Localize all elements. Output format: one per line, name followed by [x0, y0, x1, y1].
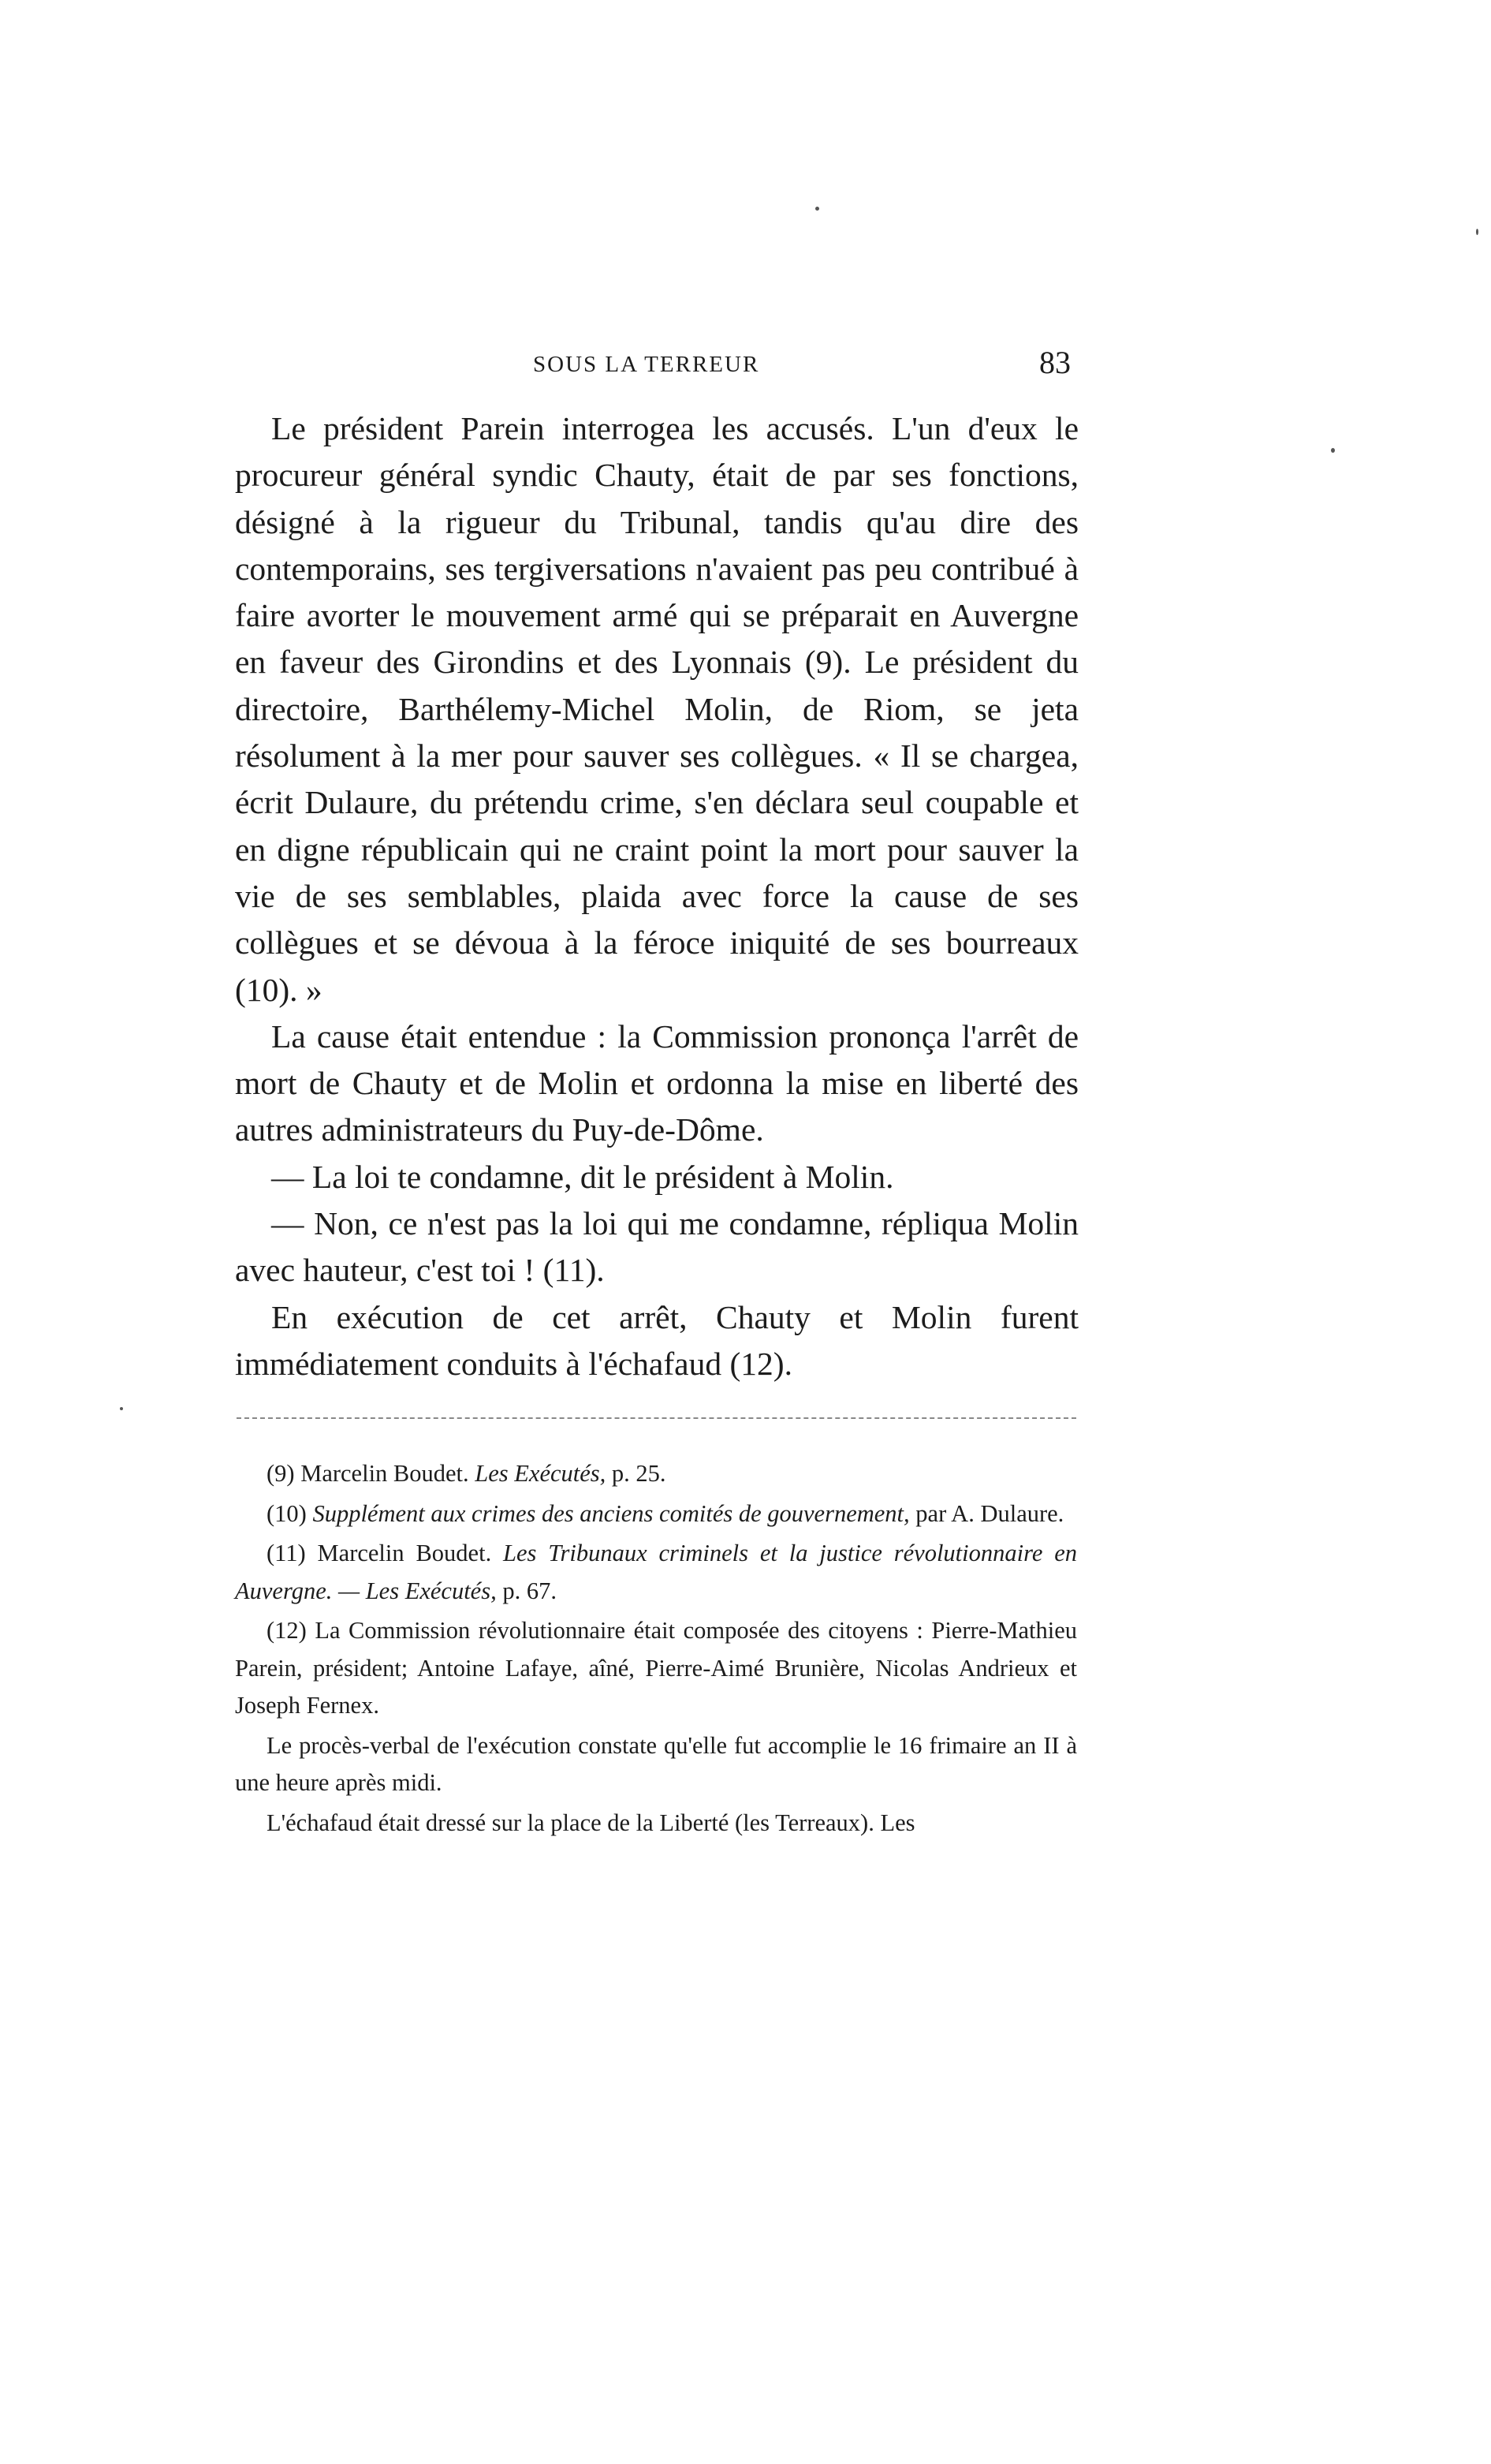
scan-speck: [120, 1407, 123, 1410]
paragraph: Le président Parein interrogea les accusés. L'un d'eux le procureur général syndic Chauty, était de par ses fonctions, désigné à la rigueur du Tribunal, tandis qu'au dire des contemporains, ses tergiversations n'avaient pas peu contribué à faire avorter le mouvement armé qui se préparait en Auvergne en faveur des Girondins et des Lyonnais (9). Le président du directoire, Barthélemy-Michel Molin, de Riom, se jeta résolument à la mer pour sauver ses collègues. « Il se chargea, écrit Dulaure, du prétendu crime, s'en déclara seul coupable et en digne républicain qui ne craint point la mort pour sauver la vie de ses semblables, plaida avec force la cause de ses collègues et se dévoua à la féroce iniquité de ses bourreaux (10). »: [235, 410, 1079, 1008]
footnote-9: [235, 1455, 1077, 1493]
dialogue-line: — Non, ce n'est pas la loi qui me condamne, répliqua Molin avec hauteur, c'est toi ! (11).: [235, 1205, 1079, 1289]
footnote-author: par A. Dulaure.: [915, 1499, 1064, 1527]
footnote-separator: [237, 1417, 1076, 1419]
footnote-11: [235, 1535, 1077, 1610]
footnote-page: p. 67.: [502, 1577, 557, 1604]
footnotes: [235, 1455, 1077, 1844]
paragraph: La cause était entendue : la Commission prononça l'arrêt de mort de Chauty et de Molin et ordonna la mise en liberté des autres administrateurs du Puy-de-Dôme.: [235, 1017, 1079, 1148]
footnote-author: Marcelin Boudet.: [300, 1460, 469, 1487]
page-number: 83: [1039, 345, 1071, 380]
footnote-12: [235, 1612, 1077, 1725]
scan-speck: [815, 207, 819, 211]
scan-speck: [1331, 448, 1335, 453]
footnote-10: [235, 1495, 1077, 1533]
footnote-marker: (12): [267, 1617, 307, 1644]
footnote-author: Marcelin Boudet.: [317, 1540, 492, 1566]
main-text: [235, 405, 1079, 1387]
paragraph: En exécution de cet arrêt, Chauty et Molin furent immédiatement conduits à l'échafaud (12).: [235, 1298, 1079, 1382]
footnote-title: Supplément aux crimes des anciens comités de gouvernement,: [312, 1499, 910, 1527]
footnote-continuation: Le procès-verbal de l'exécution constate qu'elle fut accomplie le 16 frimaire an II à une heure après midi.: [235, 1731, 1077, 1796]
footnote-marker: (11): [267, 1540, 306, 1566]
footnote-page: p. 25.: [611, 1460, 666, 1487]
footnote-marker: (9): [267, 1460, 295, 1487]
running-title: SOUS LA TERREUR: [533, 352, 760, 377]
footnote-marker: (10): [267, 1499, 307, 1527]
footnote-title: Les Tribunaux criminels et la justice révolutionnaire en Auvergne. — Les Exécutés,: [235, 1540, 1077, 1604]
footnote-continuation: L'échafaud était dressé sur la place de la Liberté (les Terreaux). Les: [267, 1809, 915, 1836]
footnote-title: Les Exécutés,: [475, 1460, 606, 1487]
dialogue-line: — La loi te condamne, dit le président à Molin.: [271, 1158, 894, 1195]
scan-speck: [1476, 229, 1478, 235]
footnote-text: La Commission révolutionnaire était composée des citoyens : Pierre-Mathieu Parein, président; Antoine Lafaye, aîné, Pierre-Aimé Brunière, Nicolas Andrieux et Joseph Fernex.: [235, 1617, 1077, 1719]
